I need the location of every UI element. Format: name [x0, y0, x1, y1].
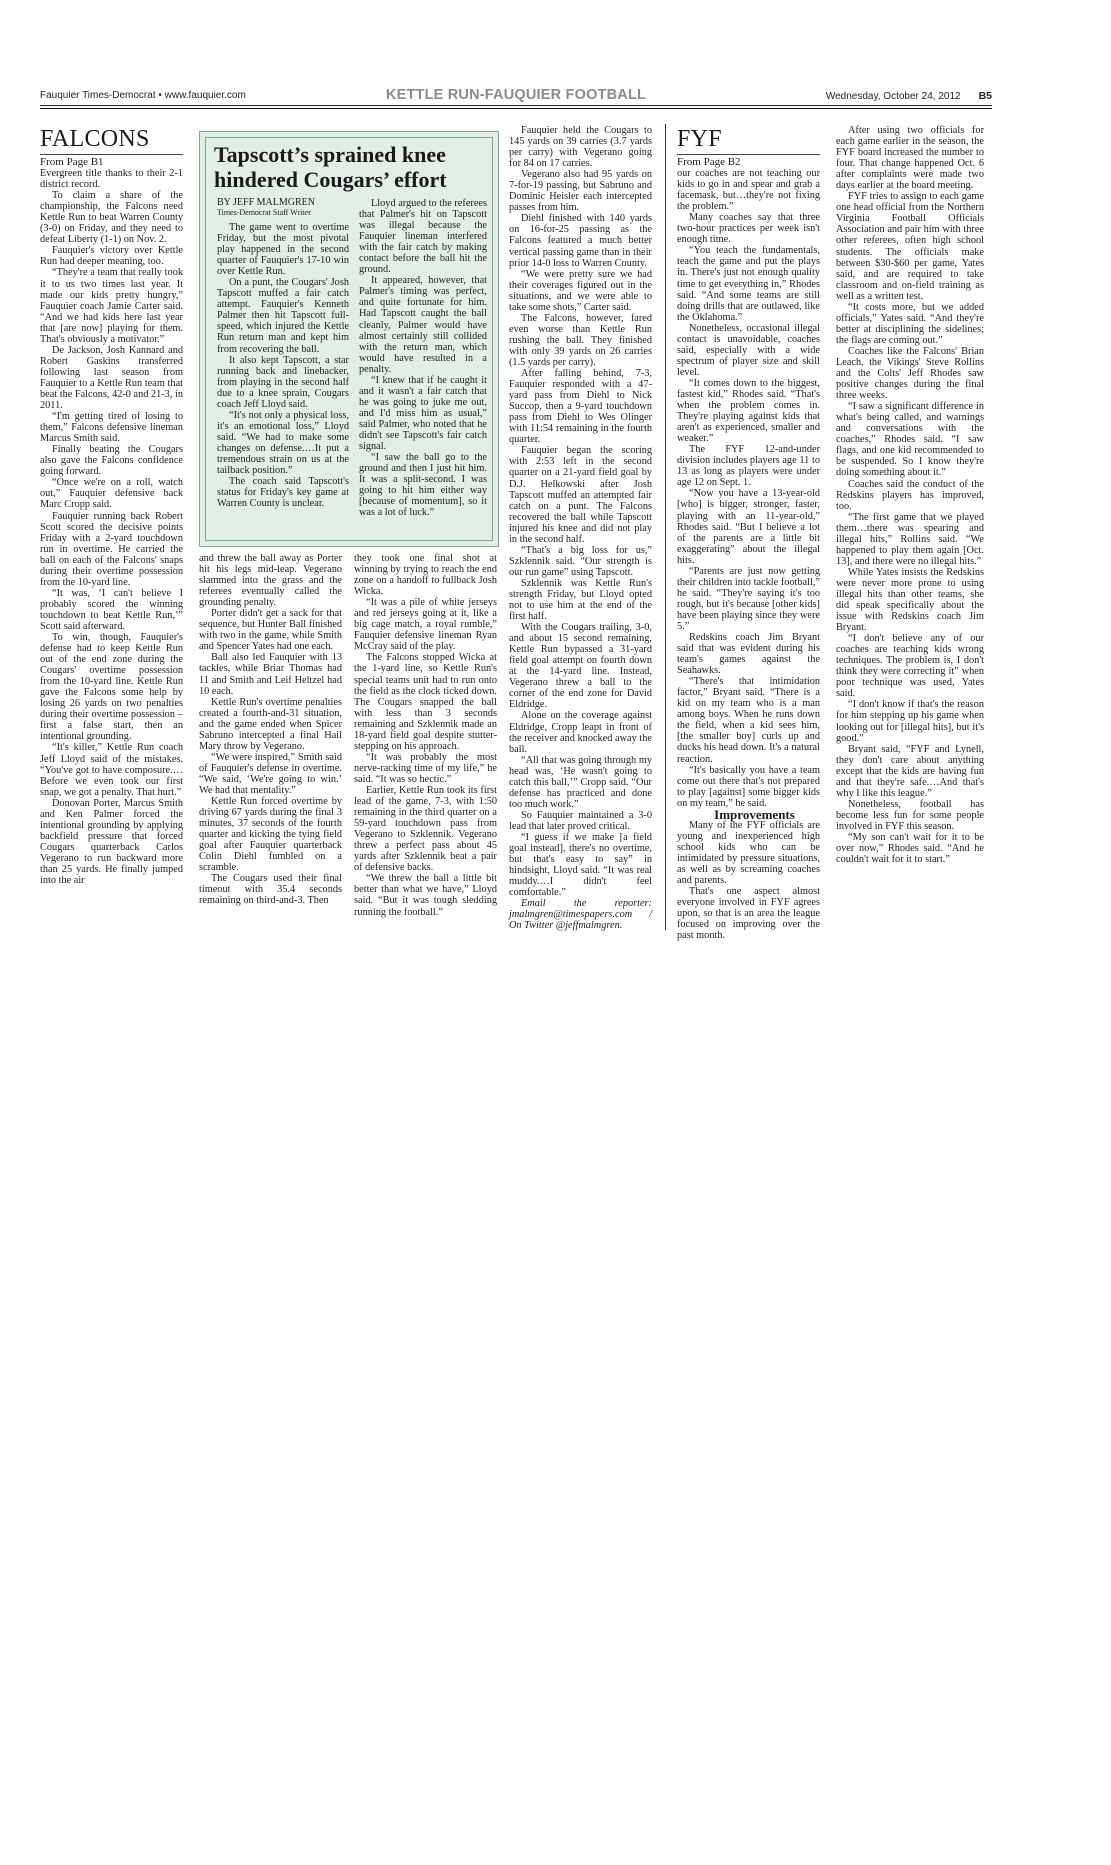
fyf-col2-body — [836, 125, 984, 865]
page-header — [40, 86, 992, 106]
paragraph: “The first game that we played them…there was spearing and illegal hits,” Rollins said. “We happened to play them again [Oct. 13], and there were no illegal hits.” — [836, 511, 984, 567]
paragraph: Redskins coach Jim Bryant said that was evident during his team's games against the Seahawks. — [677, 632, 820, 677]
paragraph: Fauquier held the Cougars to 145 yards on 39 carries (3.7 yards per carry) with Vegerano going for 84 on 17 carries. — [509, 125, 652, 170]
falcons-col3-body — [354, 553, 497, 918]
paragraph: To claim a share of the championship, the Falcons need Kettle Run to beat Warren County (3-0) on Friday, and they need to defeat Liberty (1-1) on Nov. 2. — [40, 190, 183, 246]
sidebar-col1-body — [217, 222, 349, 509]
falcons-jump-line: From Page B1 — [40, 156, 104, 168]
paragraph: “Parents are just now getting their children into tackle football,” he said. “They're saying it's too rough, but it's because [other kids] have been playing since they were 5.” — [677, 565, 820, 632]
paragraph: “I'm getting tired of losing to them,” Falcons defensive lineman Marcus Smith said. — [40, 411, 183, 445]
paragraph: “My son can't wait for it to be over now,” Rhodes said. “And he couldn't wait for it to start.” — [836, 832, 984, 866]
paragraph: “Once we're on a roll, watch out,” Fauquier defensive back Marc Cropp said. — [40, 477, 183, 511]
paragraph: Porter didn't get a sack for that sequence, but Hunter Ball finished with two in the game, while Smith and Spencer Yates had one each. — [199, 608, 342, 653]
improvements-subhead: Improvements — [714, 806, 795, 822]
byline-role: Times-Democrat Staff Writer — [217, 208, 311, 217]
paragraph: “I knew that if he caught it and it wasn't a fair catch that he was going to juke me out, and I'd miss him as usual,” said Palmer, who noted that he didn't see Tapscott's fair catch signal. — [359, 374, 487, 453]
paragraph: “It's basically you have a team come out there that's not prepared to play [against] some bigger kids on my team,” he said. — [677, 764, 820, 809]
paragraph: “We threw the ball a little bit better than what we have,” Lloyd said. “But it was tough sledding running the football.” — [354, 873, 497, 918]
paragraph: Ball also led Fauquier with 13 tackles, while Briar Thomas had 11 and Smith and Leif Heltzel had 10 each. — [199, 652, 342, 697]
paragraph: It appeared, however, that Palmer's timing was perfect, and quite fortunate for him. Had Tapscott caught the ball cleanly, Palmer would have almost certainly still collided with the return man, which would have resulted in a penalty. — [359, 275, 487, 375]
paragraph: and threw the ball away as Porter hit his legs mid-leap. Vegerano slammed into the grass and the referees eventually called the grounding penalty. — [199, 553, 342, 609]
paragraph: “It was, ‘I can't believe I probably scored the winning touchdown to beat Kettle Run,’” Scott said afterward. — [40, 587, 183, 632]
paragraph: “It comes down to the biggest, fastest kid,” Rhodes said. “That's when the problem comes in. They're playing against kids that aren't as experienced, smaller and weaker.” — [677, 377, 820, 445]
fyf-title: FYF — [677, 126, 722, 152]
paragraph: “It was probably the most nerve-racking time of my life,” he said. “It was so hectic.” — [354, 751, 497, 785]
paragraph: The Falcons stopped Wicka at the 1-yard line, so Kettle Run's special teams unit had to run onto the field as the clock ticked down. The Cougars snapped the ball with less than 3 seconds remaining and Szklennik made an 18-yard field goal despite stutter-stepping on his approach. — [354, 652, 497, 752]
fyf-col1b-body — [677, 820, 820, 942]
paragraph: Many coaches say that three two-hour practices per week isn't enough time. — [677, 212, 820, 246]
paragraph: Evergreen title thanks to their 2-1 district record. — [40, 168, 183, 191]
paragraph: The Cougars used their final timeout with 35.4 seconds remaining on third-and-3. Then — [199, 873, 342, 907]
sidebar-box — [199, 131, 499, 547]
paragraph: Finally beating the Cougars also gave the Falcons confidence going forward. — [40, 444, 183, 478]
paragraph: our coaches are not teaching our kids to go in and spear and grab a facemask, but…they're not fixing the problem.” — [677, 168, 820, 213]
paragraph: “It's killer,” Kettle Run coach Jeff Lloyd said of the mistakes. “You've got to have composure.…Before we even took our first snap, we got a penalty. That hurt.” — [40, 742, 183, 798]
paragraph: Nonetheless, occasional illegal contact is unavoidable, coaches said, especially with a wide spectrum of player size and skill level. — [677, 322, 820, 378]
paragraph: “You teach the fundamentals, teach the game and put the plays in. There's just not enough quality time to get everything in,” Rhodes said. “And some teams are still doing drills that are outlawed, like the Oklahoma.” — [677, 245, 820, 323]
paragraph: “I don't know if that's the reason for him stepping up his game when looking out for [illegal hits], but it's good.” — [836, 699, 984, 744]
paragraph: Earlier, Kettle Run took its first lead of the game, 7-3, with 1:50 remaining in the third quarter on a 59-yard touchdown pass from Vegerano to Szklennik. Vegerano threw a perfect pass about 45 yards after Szklennik beat a pair of defensive backs. — [354, 784, 497, 874]
falcons-col2-body — [199, 553, 342, 907]
sidebar-byline — [217, 198, 367, 218]
paragraph: “That's a big loss for us,” Szklennik said. “Our strength is our run game” using Tapscott. — [509, 544, 652, 578]
paragraph: Alone on the coverage against Eldridge, Cropp leapt in front of the receiver and knocked away the ball. — [509, 710, 652, 755]
paragraph: “It's not only a physical loss, it's an emotional loss,” Lloyd said. “We had to make some changes on defense.…It put a tremendous strain on us at the tailback position.” — [217, 409, 349, 477]
paragraph: “It was a pile of white jerseys and red jerseys going at it, like a big cage match, a royal rumble,” Fauquier defensive lineman Ryan McCray said of the play. — [354, 597, 497, 653]
paragraph: Szklennik was Kettle Run's strength Friday, but Lloyd opted not to use him at the end of the first half. — [509, 577, 652, 623]
paragraph: “I guess if we make [a field goal instead], there's no overtime, but that's easy to say” in hindsight, Lloyd said. “It was real muddy.…I didn't feel comfortable.” — [509, 832, 652, 899]
issue-date: Wednesday, October 24, 2012 — [825, 91, 961, 102]
paragraph: Diehl finished with 140 yards on 16-for-25 passing as the Falcons featured a much better vertical passing game than in their prior 14-0 loss to Warren County. — [509, 213, 652, 269]
date-and-page — [826, 90, 992, 102]
paragraph: The FYF 12-and-under division includes players age 11 to 13 as long as players were under age 12 on Sept. 1. — [677, 444, 820, 489]
paragraph: So Fauquier maintained a 3-0 lead that later proved critical. — [509, 809, 652, 832]
paragraph: The coach said Tapscott's status for Friday's key game at Warren County is unclear. — [217, 476, 349, 510]
paragraph: With the Cougars trailing, 3-0, and about 15 second remaining, Kettle Run bypassed a 31-yard field goal attempt on fourth down at the 14-yard line. Instead, Vegerano threw a ball to the corner of the end zone for David Eldridge. — [509, 622, 652, 711]
paragraph: After falling behind, 7-3, Fauquier responded with a 47-yard pass from Diehl to Nick Succop, then a 9-yard touchdown pass from Diehl to Wes Olinger with 11:54 remaining in the fourth quarter. — [509, 368, 652, 446]
paragraph: they took one final shot at winning by trying to reach the end zone on a handoff to fullback Josh Wicka. — [354, 553, 497, 598]
paragraph: “They're a team that really took it to us two times last year. It made our kids pretty hungry,” Fauquier coach Jamie Carter said. “And we had kids here last year that [are now] playing for them. That's obviously a motivator.” — [40, 267, 183, 345]
byline-name: BY JEFF MALMGREN — [217, 197, 315, 208]
falcons-title: FALCONS — [40, 126, 150, 152]
paragraph: While Yates insists the Redskins were never more prone to using illegal hits than other teams, she did speak specifically about the issue with Redskins coach Jim Bryant. — [836, 566, 984, 634]
paragraph: Nonetheless, football has become less fun for some people involved in FYF this season. — [836, 798, 984, 832]
falcons-column-1 — [40, 126, 183, 886]
header-rule — [40, 105, 992, 106]
falcons-col4-body — [509, 125, 652, 931]
paragraph: Donovan Porter, Marcus Smith and Ken Palmer forced the intentional grounding by applying backfield pressure that forced Cougars quarterback Carlos Vegerano to run backward more than 25 yards. He finally jumped into the air — [40, 797, 183, 887]
fyf-column-1 — [677, 126, 820, 941]
paragraph: Coaches like the Falcons' Brian Leach, the Vikings' Steve Rollins and the Colts' Jeff Rhodes saw positive changes during the final three weeks. — [836, 345, 984, 402]
paragraph: It also kept Tapscott, a star running back and linebacker, from playing in the second half due to a knee sprain, Cougars coach Jeff Lloyd said. — [217, 354, 349, 410]
paragraph: The game went to overtime Friday, but the most pivotal play happened in the second quarter of Fauquier's 17-10 win over Kettle Run. — [217, 222, 349, 278]
paragraph: The Falcons, however, fared even worse than Kettle Run rushing the ball. They finished with only 39 yards on 26 carries (1.5 yards per carry). — [509, 312, 652, 368]
publication-name: Fauquier Times-Democrat • www.fauquier.com — [40, 90, 246, 101]
paragraph: “All that was going through my head was, ‘He wasn't going to catch this ball,’” Cropp said. “Our defense has practiced and done too much work.” — [509, 754, 652, 810]
paragraph: “I don't believe any of our coaches are teaching kids wrong techniques. The problem is, I don't think they were correcting it” when poor technique was used, Yates said. — [836, 633, 984, 700]
fyf-jump-line: From Page B2 — [677, 156, 741, 168]
paragraph: Fauquier's victory over Kettle Run had deeper meaning, too. — [40, 245, 183, 268]
paragraph: Coaches said the conduct of the Redskins players has improved, too. — [836, 478, 984, 512]
paragraph: “It costs more, but we added officials,” Yates said. “And they're better at disciplining the sidelines; the flags are coming out.” — [836, 301, 984, 346]
sidebar-headline: Tapscott’s sprained knee hindered Cougars’ effort — [214, 142, 447, 192]
paragraph: That's one aspect almost everyone involved in FYF agrees upon, so that is an area the league focused on improving over the past month. — [677, 886, 820, 942]
sidebar-col2-body — [359, 198, 487, 518]
fyf-col1-body — [677, 168, 820, 809]
paragraph: To win, though, Fauquier's defense had to keep Kettle Run out of the end zone during the Cougars' overtime possession from the 10-yard line. Kettle Run gave the Falcons some help by losing 26 yards on two penalties during their overtime possession – first a false start, then an intentional grounding. — [40, 632, 183, 743]
paragraph: De Jackson, Josh Kannard and Robert Gaskins transferred following last season from Fauquier to a Kettle Run team that beat the Falcons, 42-0 and 21-3, in 2011. — [40, 344, 183, 412]
paragraph: After using two officials for each game earlier in the season, the FYF board increased the number to four. That change happened Oct. 6 after complaints were made two days earlier at the board meeting. — [836, 125, 984, 192]
paragraph: “We were inspired,” Smith said of Fauquier's defense in overtime. “We said, ‘We're going to win.’ We had that mentality.” — [199, 751, 342, 796]
paragraph: Kettle Run's overtime penalties created a fourth-and-31 situation, and the game ended when Spicer Sabruno intercepted a final Hail Mary throw by Vegerano. — [199, 696, 342, 752]
paragraph: Email the reporter: jmalmgren@timespapers.com / On Twitter @jeffmalmgren. — [509, 898, 652, 932]
paragraph: Kettle Run forced overtime by driving 67 yards during the final 3 minutes, 37 seconds of the fourth quarter and kicking the tying field goal after Fauquier quarterback Colin Diehl fumbled on a scramble. — [199, 796, 342, 874]
paragraph: Many of the FYF officials are young and inexperienced high school kids who can be intimidated by pressure situations, as well as by screaming coaches and parents. — [677, 819, 820, 887]
section-title: KETTLE RUN-FAUQUIER FOOTBALL — [385, 87, 647, 103]
paragraph: Bryant said, “FYF and Lynell, they don't care about anything except that the kids are having fun and that they're safe.…And that's why I like this league.” — [836, 743, 984, 799]
paragraph: Vegerano also had 95 yards on 7-for-19 passing, but Sabruno and Dominic Heisler each intercepted passes from him. — [509, 169, 652, 214]
falcons-col1-body — [40, 168, 183, 886]
header-rule-2 — [40, 108, 992, 109]
paragraph: “We were pretty sure we had their coverages figured out in the situations, and we were able to take some shots,” Carter said. — [509, 268, 652, 313]
paragraph: “I saw a significant difference in what's being called, and warnings and conversations with the coaches,” Rhodes said. “I saw flags, and one kid recommended to be suspended. So I know they're doing something about it.” — [836, 401, 984, 479]
paragraph: Fauquier began the scoring with 2:53 left in the second quarter on a 21-yard field goal by D.J. Helkowski after Josh Tapscott muffed an attempted fair catch on a punt. The Falcons recovered the ball while Tapscott injured his knee and did not play in the second half. — [509, 445, 652, 545]
paragraph: FYF tries to assign to each game one head official from the Northern Virginia Football Officials Association and pair him with three other referees, often high school students. The officials make between $30-$60 per game, Yates said, and are required to take classroom and on-field training as well as a written test. — [836, 191, 984, 302]
paragraph: “I saw the ball go to the ground and then I just hit him. It was a split-second. I was going to hit him either way [because of momentum], so it was a lot of luck.” — [359, 452, 487, 519]
paragraph: “Now you have a 13-year-old [who] is bigger, stronger, faster, playing with an 11-year-old,” Rhodes said. “But I believe a lot of the parents are a little bit exaggerating” about the illegal hits. — [677, 488, 820, 566]
fyf-title-rule — [677, 154, 820, 155]
falcons-title-rule — [40, 154, 183, 155]
section-divider — [665, 124, 666, 930]
paragraph: Fauquier running back Robert Scott scored the decisive points Friday with a 2-yard touchdown run in overtime. He carried the ball on each of the Falcons' snaps during their overtime possession from the 10-yard line. — [40, 510, 183, 588]
page-number: B5 — [978, 90, 992, 102]
paragraph: “There's that intimidation factor,” Bryant said. “There is a kid on my team who is a man among boys. When he runs down the field, when a kid sees him, [the smaller boy] curls up and ducks his head down. It's a natural reaction. — [677, 676, 820, 765]
paragraph: Lloyd argued to the referees that Palmer's hit on Tapscott was illegal because the Fauquier lineman interfered with the fair catch by making contact before the ball hit the ground. — [359, 198, 487, 276]
paragraph: On a punt, the Cougars' Josh Tapscott muffed a fair catch attempt. Fauquier's Kenneth Palmer then hit Tapscott full-speed, which injured the Kettle Run return man and kept him from recovering the ball. — [217, 277, 349, 355]
